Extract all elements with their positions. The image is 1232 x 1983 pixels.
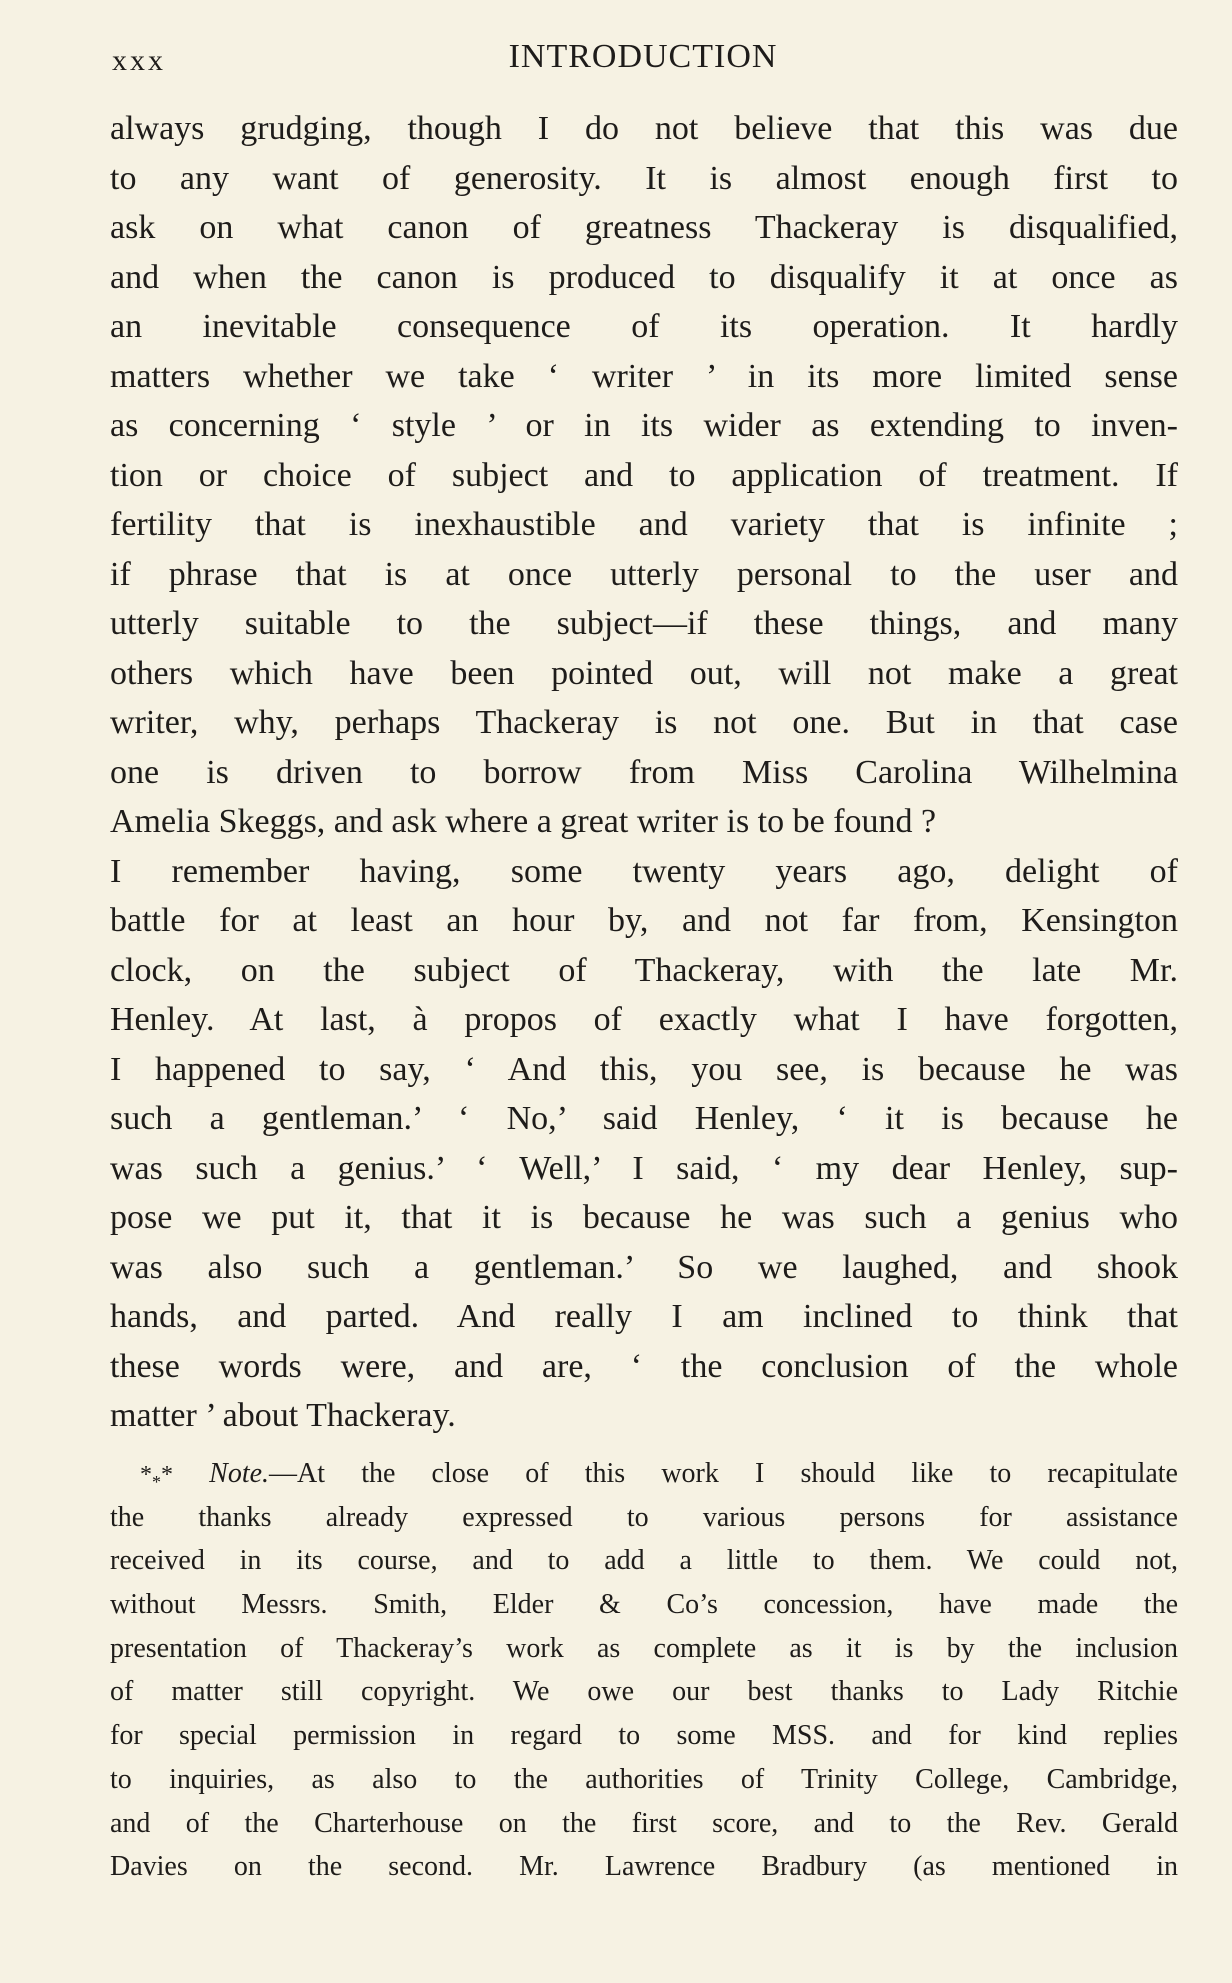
note-line: presentation of Thackeray’s work as complete as it is by the inclusion [110, 1632, 1178, 1664]
body-line: if phrase that is at once utterly personal to the user and [110, 555, 1178, 593]
body-line: these words were, and are, ‘ the conclusion of the whole [110, 1347, 1178, 1385]
note-line: received in its course, and to add a little to them. We could not, [110, 1545, 1178, 1577]
body-line: writer, why, perhaps Thackeray is not one. But in that case [110, 704, 1178, 741]
note-line: the thanks already expressed to various persons for assistance [110, 1501, 1178, 1533]
body-line: an inevitable consequence of its operation. It hardly [110, 308, 1178, 345]
body-line: to any want of generosity. It is almost enough first to [110, 159, 1178, 197]
note-line: and of the Charterhouse on the first score, and to the Rev. Gerald [110, 1807, 1178, 1839]
body-line: hands, and parted. And really I am inclined to think that [110, 1298, 1178, 1335]
body-line: I happened to say, ‘ And this, you see, is because he was [110, 1050, 1178, 1088]
footnote [110, 1452, 1178, 1889]
body-line: I remember having, some twenty years ago, delight of [110, 852, 1178, 890]
note-line [110, 1452, 1178, 1496]
body-line: Amelia Skeggs, and ask where a great writer is to be found ? [110, 803, 937, 840]
body-line: tion or choice of subject and to application of treatment. If [110, 456, 1178, 494]
asterism-icon: $*_**$ [140, 1462, 173, 1492]
body-line: such a gentleman.’ ‘ No,’ said Henley, ‘ it is because he [110, 1100, 1178, 1137]
note-line: of matter still copyright. We owe our best thanks to Lady Ritchie [110, 1676, 1178, 1708]
body-line: and when the canon is produced to disqualify it at once as [110, 258, 1178, 296]
body-line: matters whether we take ‘ writer ’ in its more limited sense [110, 357, 1178, 395]
body-line: one is driven to borrow from Miss Carolina Wilhelmina [110, 753, 1178, 791]
body-line: fertility that is inexhaustible and variety that is infinite ; [110, 506, 1178, 543]
note-line: for special permission in regard to some MSS. and for kind replies [110, 1720, 1178, 1752]
note-line: without Messrs. Smith, Elder & Co’s concession, have made the [110, 1589, 1178, 1621]
note-line: to inquiries, as also to the authorities of Trinity College, Cambridge, [110, 1763, 1178, 1795]
note-label: Note. [209, 1458, 270, 1489]
note-line: Davies on the second. Mr. Lawrence Bradbury (as mentioned in [110, 1851, 1178, 1883]
body-line: was also such a gentleman.’ So we laughed, and shook [110, 1248, 1178, 1286]
body-line: utterly suitable to the subject—if these things, and many [110, 605, 1178, 642]
body-line: battle for at least an hour by, and not far from, Kensington [110, 902, 1178, 939]
body-line: pose we put it, that it is because he was such a genius who [110, 1199, 1178, 1236]
body-line: clock, on the subject of Thackeray, with the late Mr. [110, 951, 1178, 989]
body-line: others which have been pointed out, will not make a great [110, 654, 1178, 692]
body-line: as concerning ‘ style ’ or in its wider as extending to inven- [110, 407, 1178, 444]
page-number: xxx [112, 44, 166, 77]
body-line: Henley. At last, à propos of exactly what I have forgotten, [110, 1001, 1178, 1038]
body-line: was such a genius.’ ‘ Well,’ I said, ‘ my dear Henley, sup- [110, 1149, 1178, 1187]
body-line: matter ’ about Thackeray. [110, 1397, 456, 1434]
running-head [108, 38, 1178, 88]
note-first-line-text: —At the close of this work I should like to recapitulate [269, 1458, 1178, 1489]
body-line: ask on what canon of greatness Thackeray is disqualified, [110, 209, 1178, 246]
body-line: always grudging, though I do not believe that this was due [110, 110, 1178, 147]
running-title: INTRODUCTION [508, 38, 778, 75]
body-text [110, 104, 1178, 1441]
